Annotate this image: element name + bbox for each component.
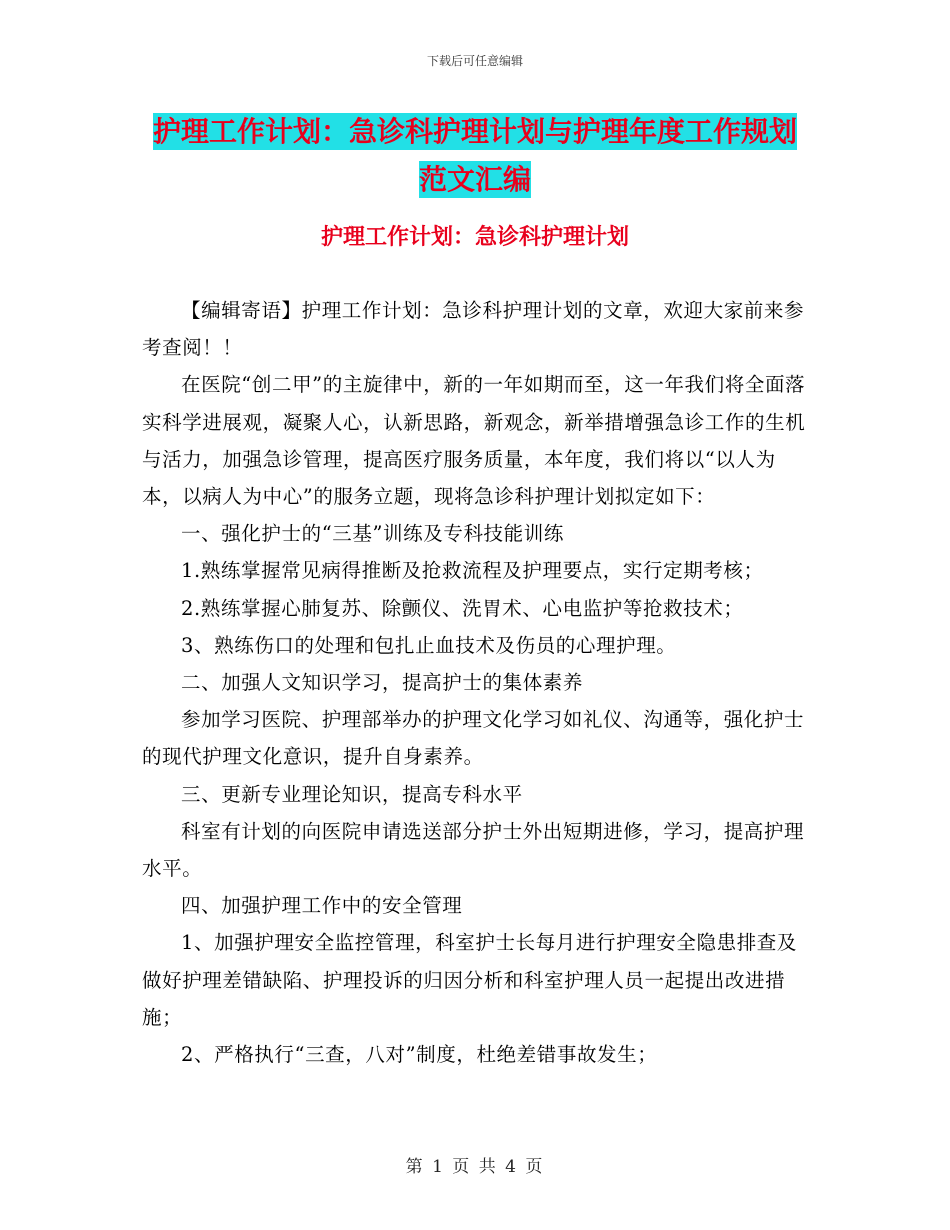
paragraph-section-3: 科室有计划的向医院申请选送部分护士外出短期进修，学习，提高护理水平。 [142, 819, 805, 881]
heading-section-1: 一、强化护士的“三基”训练及专科技能训练 [181, 522, 564, 546]
list-item: 2.熟练掌握心肺复苏、除颤仪、洗胃术、心电监护等抢救技术； [181, 596, 744, 620]
page-number-footer: 第 1 页 共 4 页 [405, 1157, 545, 1177]
heading-section-3: 三、更新专业理论知识，提高专科水平 [181, 782, 523, 806]
document-body [142, 292, 808, 1073]
paragraph-section-2: 参加学习医院、护理部举办的护理文化学习如礼仪、沟通等，强化护士的现代护理文化意识，提升自身素养。 [142, 708, 805, 769]
list-item: 1、加强护理安全监控管理，科室护士长每月进行护理安全隐患排查及做好护理差错缺陷、护理投诉的归因分析和科室护理人员一起提出改进措施； [142, 931, 798, 1029]
heading-section-4: 四、加强护理工作中的安全管理 [181, 894, 463, 918]
paragraph-editor-note: 【编辑寄语】护理工作计划：急诊科护理计划的文章，欢迎大家前来参考查阅！！ [142, 299, 805, 360]
document-title [140, 108, 810, 204]
paragraph-intro: 在医院“创二甲”的主旋律中，新的一年如期而至，这一年我们将全面落实科学进展观，凝聚人心，认新思路，新观念，新举措增强急诊工作的生机与活力，加强急诊管理，提高医疗服务质量，本年度，我们将以“以人为本，以病人为中心”的服务立题，现将急诊科护理计划拟定如下： [142, 373, 806, 509]
list-item: 3、熟练伤口的处理和包扎止血技术及伤员的心理护理。 [181, 633, 677, 657]
list-item: 1.熟练掌握常见病得推断及抢救流程及护理要点，实行定期考核； [181, 559, 764, 583]
document-title-line-2: 范文汇编 [418, 163, 531, 196]
page-header-note: 下载后可任意编辑 [426, 54, 523, 68]
heading-section-2: 二、加强人文知识学习，提高护士的集体素养 [181, 671, 584, 695]
section-subtitle: 护理工作计划：急诊科护理计划 [320, 225, 629, 250]
document-title-line-1: 护理工作计划：急诊科护理计划与护理年度工作规划 [152, 115, 797, 148]
list-item: 2、严格执行“三查，八对”制度，杜绝差错事故发生； [181, 1043, 658, 1067]
